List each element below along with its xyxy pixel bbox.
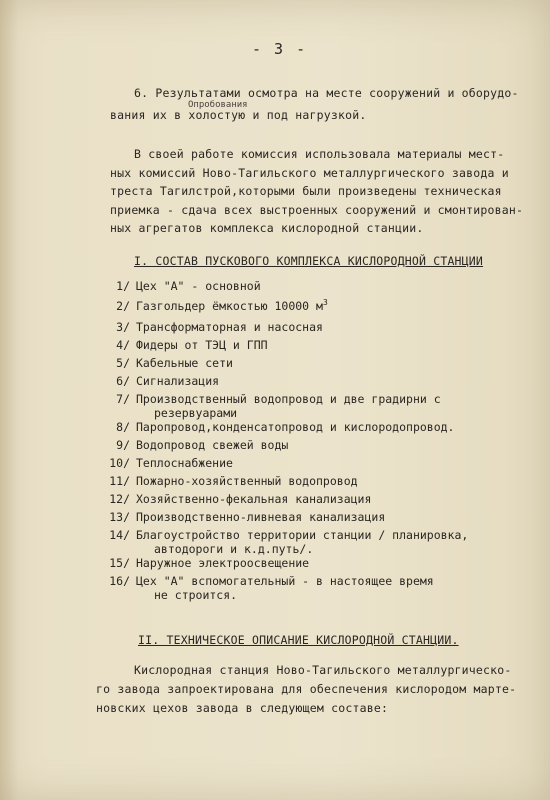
list-item [104,456,233,470]
list-item-number: 6/ [116,374,130,388]
list-item-number: 12/ [109,492,130,506]
list-item-text: Теплоснабжение [136,456,233,470]
list-item-number: 13/ [109,510,130,524]
section2-line1: Кислородная станция Ново-Тагильского металлургическо- [134,663,512,677]
list-item-number: 4/ [116,338,130,352]
list-item [104,356,233,370]
list-item [104,338,268,352]
list-item-number: 2/ [116,298,130,313]
section2-title: II. ТЕХНИЧЕСКОЕ ОПИСАНИЕ КИСЛОРОДНОЙ СТАНЦИИ. [138,633,459,647]
list-item [104,574,434,588]
list-item-text: Наружное электроосвещение [136,556,310,570]
list-item-number: 8/ [116,420,130,434]
list-item-number: 16/ [109,574,130,588]
list-item-text: Цех "А" вспомогательный - в настоящее время [136,574,434,588]
section2-line3: новских цехов завода в следующем составе: [96,701,389,715]
list-item [104,279,261,293]
list-item-text: Паропровод,конденсатопровод и кислородопровод. [136,420,455,434]
intro-line2: ных комиссий Ново-Тагильского металлургического завода и [110,166,509,180]
list-item [104,320,323,334]
list-item [104,392,441,406]
list-item-number: 15/ [109,556,130,570]
list-item-number: 11/ [109,474,130,488]
list-item-text: Трансформаторная и насосная [136,320,323,334]
list-item-text: Водопровод свежей воды [136,438,289,452]
list-item-text: Фидеры от ТЭЦ и ГПП [136,338,268,352]
list-item-text: Цех "А" - основной [136,279,261,293]
list-item-number: 14/ [109,528,130,542]
list-item [104,556,309,570]
list-item-text: Производственный водопровод и две градирни с [136,392,441,406]
list-item-number: 5/ [116,356,130,370]
list-item-text: Производственно-ливневая канализация [136,510,386,524]
list-item [104,510,385,524]
list-item-text: Хозяйственно-фекальная канализация [136,492,372,506]
list-item [104,492,371,506]
list-item-number: 10/ [109,456,130,470]
list-item-text: Сигнализация [136,374,220,388]
section2-line2: го завода запроектирована для обеспечения кислородом марте- [96,682,517,696]
list-item [104,420,455,434]
para6-line2: вания их в холостую и под нагрузкой. [110,108,367,122]
para6-line1: 6. Результатами осмотра на месте сооружений и оборудо- [134,86,519,100]
list-item-superscript: 3 [322,298,328,307]
intro-line3: треста Тагилстрой,которыми были произведены техническая [110,184,502,198]
list-item [104,528,468,542]
list-item [104,474,358,488]
list-item-text: Пожарно-хозяйственный водопровод [136,474,358,488]
list-item-number: 3/ [116,320,130,334]
list-item-continuation: резервуарами [154,406,238,420]
list-item-text: Газгольдер ёмкостью 10000 м [136,298,323,313]
list-item-number: 1/ [116,279,130,293]
intro-line5: ных агрегатов комплекса кислородной станции. [110,221,424,235]
list-item-number: 7/ [116,392,130,406]
para6-overprint: Опробования [188,100,248,110]
list-item [104,298,328,313]
list-item [104,438,288,452]
intro-line1: В своей работе комиссия использовала материалы мест- [134,147,505,161]
list-item-number: 9/ [116,438,130,452]
list-item-text: Благоустройство территории станции / планировка, [136,528,469,542]
list-item-continuation: не строится. [154,588,238,602]
page-number: - 3 - [252,40,308,58]
section1-title: I. СОСТАВ ПУСКОВОГО КОМПЛЕКСА КИСЛОРОДНОЙ СТАНЦИИ [134,254,484,268]
list-item-text: Кабельные сети [136,356,233,370]
intro-line4: приемка - сдача всех выстроенных сооружений и смонтирован- [110,203,524,217]
list-item-continuation: автодороги и к.д.путь/. [154,542,314,556]
list-item [104,374,219,388]
